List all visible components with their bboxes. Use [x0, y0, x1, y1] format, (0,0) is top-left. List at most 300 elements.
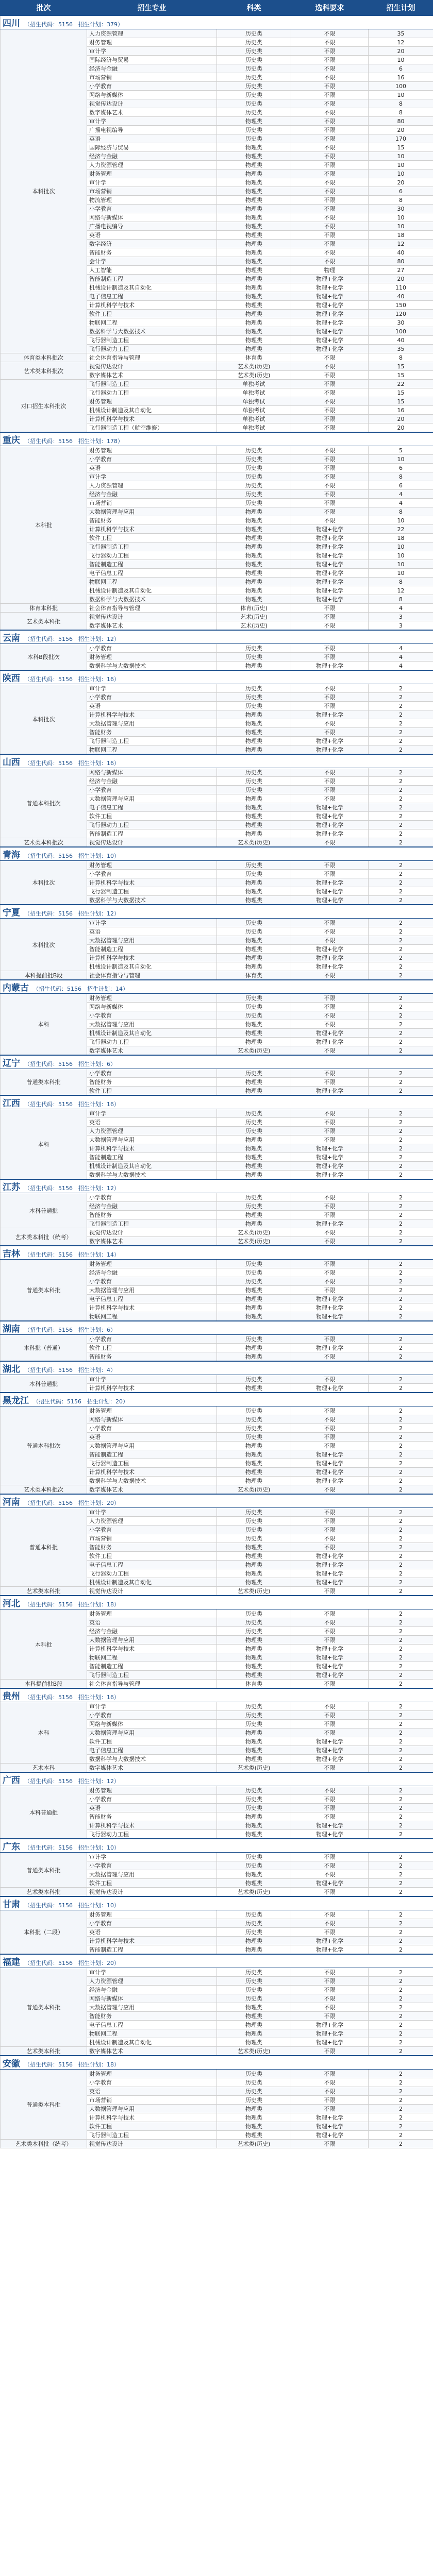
- province-cell: [1, 2056, 433, 2070]
- plan-count-cell: 80: [369, 257, 433, 266]
- major-cell: 小学教育: [87, 205, 217, 213]
- major-cell: 财务管理: [87, 1609, 217, 1618]
- plan-count-cell: 2: [369, 1517, 433, 1526]
- major-cell: 网络与新媒体: [87, 768, 217, 777]
- major-cell: 飞行器动力工程: [87, 1830, 217, 1839]
- subject-requirement-cell: 物理+化学: [291, 2113, 369, 2122]
- table-row: [1, 1508, 433, 1517]
- subject-requirement-cell: 不限: [291, 604, 369, 613]
- province-name: 广西: [3, 1775, 20, 1786]
- plan-count-cell: 2: [369, 2122, 433, 2131]
- province-name: 云南: [3, 633, 20, 643]
- major-cell: 机械设计制造及其自动化: [87, 283, 217, 292]
- subject-requirement-cell: 不限: [291, 1508, 369, 1517]
- subject-type-cell: 艺术类(历史): [217, 1764, 291, 1773]
- plan-count-cell: 2: [369, 1352, 433, 1362]
- subject-type-cell: 艺术类(历史): [217, 1485, 291, 1495]
- province-cell: [1, 1494, 433, 1508]
- province-info: （招生代码：5156 招生计划：10）: [24, 1844, 120, 1851]
- batch-cell: 艺术类本科批次: [1, 838, 87, 848]
- batch-cell: 本科提前批B段: [1, 1680, 87, 1689]
- subject-requirement-cell: 不限: [291, 1534, 369, 1543]
- subject-requirement-cell: 不限: [291, 1627, 369, 1636]
- subject-requirement-cell: 物理+化学: [291, 1162, 369, 1171]
- subject-type-cell: 历史类: [217, 99, 291, 108]
- province-cell: [1, 1839, 433, 1853]
- plan-count-cell: 2: [369, 1078, 433, 1087]
- batch-cell: 本科: [1, 994, 87, 1056]
- province-info: （招生代码：5156 招生计划：18）: [24, 2061, 120, 2068]
- subject-requirement-cell: 不限: [291, 1118, 369, 1127]
- major-cell: 视觉传达设计: [87, 1888, 217, 1897]
- major-cell: 审计学: [87, 684, 217, 693]
- major-cell: 软件工程: [87, 1552, 217, 1561]
- plan-count-cell: 8: [369, 507, 433, 516]
- subject-requirement-cell: 物理+化学: [291, 534, 369, 543]
- subject-requirement-cell: 不限: [291, 1888, 369, 1897]
- subject-type-cell: 物理类: [217, 1384, 291, 1393]
- subject-requirement-cell: 不限: [291, 380, 369, 388]
- subject-requirement-cell: 物理+化学: [291, 2122, 369, 2131]
- batch-cell: 本科批次: [1, 29, 87, 353]
- subject-requirement-cell: 物理+化学: [291, 1937, 369, 1945]
- major-cell: 数据科学与大数据技术: [87, 1477, 217, 1485]
- subject-type-cell: 历史类: [217, 29, 291, 38]
- table-header-row: [1, 1, 433, 16]
- plan-count-cell: 2: [369, 1171, 433, 1180]
- subject-requirement-cell: 不限: [291, 2087, 369, 2096]
- table-body: [1, 15, 433, 2148]
- subject-type-cell: 物理类: [217, 896, 291, 905]
- plan-count-cell: 2: [369, 962, 433, 971]
- province-row: [1, 670, 433, 684]
- subject-type-cell: 物理类: [217, 1029, 291, 1038]
- subject-type-cell: 物理类: [217, 2105, 291, 2113]
- major-cell: 大数据管理与应用: [87, 794, 217, 803]
- plan-count-cell: 10: [369, 91, 433, 99]
- plan-count-cell: 10: [369, 152, 433, 161]
- subject-type-cell: 物理类: [217, 728, 291, 737]
- major-cell: 智能财务: [87, 1211, 217, 1219]
- batch-cell: 普通类本科批: [1, 1260, 87, 1321]
- major-cell: 飞行器制造工程: [87, 2131, 217, 2140]
- major-cell: 视觉传达设计: [87, 613, 217, 621]
- plan-count-cell: 3: [369, 613, 433, 621]
- major-cell: 计算机科学与技术: [87, 301, 217, 310]
- plan-count-cell: 2: [369, 710, 433, 719]
- plan-count-cell: 110: [369, 283, 433, 292]
- province-cell: [1, 1246, 433, 1260]
- major-cell: 小学教育: [87, 82, 217, 91]
- province-info: （招生代码：5156 招生计划：20）: [24, 1960, 120, 1967]
- subject-type-cell: 物理类: [217, 1645, 291, 1653]
- subject-requirement-cell: 物理+化学: [291, 945, 369, 954]
- major-cell: 网络与新媒体: [87, 91, 217, 99]
- subject-requirement-cell: 不限: [291, 222, 369, 231]
- subject-requirement-cell: 物理+化学: [291, 954, 369, 962]
- plan-count-cell: 2: [369, 1109, 433, 1118]
- province-cell: [1, 1321, 433, 1335]
- subject-requirement-cell: 物理+化学: [291, 1821, 369, 1830]
- batch-cell: 艺术类本科批: [1, 1888, 87, 1897]
- plan-count-cell: 40: [369, 248, 433, 257]
- major-cell: 数字媒体艺术: [87, 621, 217, 631]
- major-cell: 审计学: [87, 1375, 217, 1384]
- subject-type-cell: 物理类: [217, 1295, 291, 1303]
- major-cell: 飞行器动力工程: [87, 345, 217, 353]
- subject-type-cell: 物理类: [217, 507, 291, 516]
- major-cell: 计算机科学与技术: [87, 1303, 217, 1312]
- plan-count-cell: 2: [369, 1211, 433, 1219]
- subject-type-cell: 历史类: [217, 994, 291, 1003]
- subject-requirement-cell: 物理+化学: [291, 1312, 369, 1321]
- subject-requirement-cell: 不限: [291, 516, 369, 525]
- subject-type-cell: 历史类: [217, 1977, 291, 1986]
- province-name: 河北: [3, 1599, 20, 1609]
- subject-requirement-cell: 物理+化学: [291, 595, 369, 604]
- subject-type-cell: 历史类: [217, 499, 291, 507]
- major-cell: 英语: [87, 231, 217, 240]
- plan-count-cell: 6: [369, 64, 433, 73]
- subject-type-cell: 物理类: [217, 578, 291, 586]
- plan-count-cell: 20: [369, 126, 433, 134]
- plan-count-cell: 4: [369, 644, 433, 653]
- major-cell: 英语: [87, 1618, 217, 1627]
- batch-cell: 艺术类本科批次: [1, 1485, 87, 1495]
- major-cell: 网络与新媒体: [87, 1415, 217, 1424]
- plan-count-cell: 2: [369, 794, 433, 803]
- plan-count-cell: 2: [369, 1219, 433, 1228]
- batch-cell: 普通类本科批: [1, 2070, 87, 2140]
- subject-requirement-cell: 不限: [291, 2012, 369, 2021]
- major-cell: 财务管理: [87, 653, 217, 662]
- plan-count-cell: 30: [369, 205, 433, 213]
- subject-requirement-cell: 物理+化学: [291, 310, 369, 318]
- major-cell: 计算机科学与技术: [87, 878, 217, 887]
- plan-count-cell: 2: [369, 838, 433, 848]
- plan-count-cell: 2: [369, 2096, 433, 2105]
- header-subject-type: 科类: [217, 1, 291, 16]
- subject-requirement-cell: 不限: [291, 1406, 369, 1415]
- plan-count-cell: 2: [369, 2078, 433, 2087]
- subject-type-cell: 物理类: [217, 2021, 291, 2029]
- table-row: [1, 1109, 433, 1118]
- subject-requirement-cell: 不限: [291, 1352, 369, 1362]
- major-cell: 飞行器制造工程: [87, 1459, 217, 1468]
- table-row: [1, 1786, 433, 1795]
- subject-requirement-cell: 物理+化学: [291, 1219, 369, 1228]
- province-cell: [1, 630, 433, 644]
- subject-type-cell: 历史类: [217, 1720, 291, 1728]
- plan-count-cell: 2: [369, 1508, 433, 1517]
- plan-count-cell: 2: [369, 1653, 433, 1662]
- subject-type-cell: 艺术类(历史): [217, 2140, 291, 2148]
- subject-type-cell: 物理类: [217, 1078, 291, 1087]
- major-cell: 机械设计制造及其自动化: [87, 586, 217, 595]
- subject-requirement-cell: 不限: [291, 1853, 369, 1861]
- subject-requirement-cell: 不限: [291, 936, 369, 945]
- subject-type-cell: 艺术类(历史): [217, 2047, 291, 2056]
- plan-count-cell: 2: [369, 2140, 433, 2148]
- plan-count-cell: 2: [369, 1870, 433, 1879]
- province-cell: [1, 1896, 433, 1910]
- major-cell: 电子信息工程: [87, 1746, 217, 1755]
- table-row: [1, 1069, 433, 1078]
- province-info: （招生代码：5156 招生计划：16）: [24, 676, 120, 683]
- plan-count-cell: 2: [369, 2003, 433, 2012]
- plan-count-cell: 2: [369, 1986, 433, 1994]
- plan-count-cell: 2: [369, 971, 433, 980]
- subject-requirement-cell: 不限: [291, 1804, 369, 1812]
- subject-type-cell: 物理类: [217, 1755, 291, 1764]
- major-cell: 经济与金融: [87, 64, 217, 73]
- province-row: [1, 432, 433, 446]
- subject-requirement-cell: 不限: [291, 1415, 369, 1424]
- subject-requirement-cell: 不限: [291, 1268, 369, 1277]
- major-cell: 社会体育指导与管理: [87, 353, 217, 362]
- plan-count-cell: 2: [369, 1020, 433, 1029]
- plan-count-cell: 2: [369, 2038, 433, 2047]
- major-cell: 智能财务: [87, 728, 217, 737]
- batch-cell: 艺术类本科批: [1, 613, 87, 631]
- subject-type-cell: 物理类: [217, 1728, 291, 1737]
- plan-count-cell: 10: [369, 516, 433, 525]
- plan-count-cell: 2: [369, 1384, 433, 1393]
- subject-requirement-cell: 不限: [291, 2003, 369, 2012]
- province-info: （招生代码：5156 招生计划：16）: [24, 1101, 120, 1108]
- subject-requirement-cell: 不限: [291, 1335, 369, 1344]
- province-info: （招生代码：5156 招生计划：379）: [24, 21, 123, 28]
- plan-count-cell: 2: [369, 1344, 433, 1352]
- plan-count-cell: 35: [369, 29, 433, 38]
- subject-requirement-cell: 不限: [291, 870, 369, 878]
- major-cell: 小学教育: [87, 455, 217, 464]
- subject-requirement-cell: 物理+化学: [291, 829, 369, 838]
- subject-type-cell: 物理类: [217, 152, 291, 161]
- major-cell: 计算机科学与技术: [87, 1937, 217, 1945]
- plan-count-cell: 40: [369, 336, 433, 345]
- subject-requirement-cell: 不限: [291, 768, 369, 777]
- province-row: [1, 1179, 433, 1193]
- subject-requirement-cell: 物理+化学: [291, 560, 369, 569]
- plan-count-cell: 6: [369, 187, 433, 196]
- major-cell: 智能制造工程: [87, 560, 217, 569]
- major-cell: 小学教育: [87, 1424, 217, 1433]
- major-cell: 小学教育: [87, 786, 217, 794]
- header-major: 招生专业: [87, 1, 217, 16]
- batch-cell: 本科批次: [1, 919, 87, 971]
- subject-requirement-cell: 不限: [291, 1702, 369, 1711]
- major-cell: 计算机科学与技术: [87, 1144, 217, 1153]
- subject-requirement-cell: 不限: [291, 1812, 369, 1821]
- major-cell: 人力资源管理: [87, 161, 217, 170]
- subject-type-cell: 艺术类(历史): [217, 1228, 291, 1237]
- subject-requirement-cell: 物理+化学: [291, 345, 369, 353]
- major-cell: 机械设计制造及其自动化: [87, 1578, 217, 1587]
- subject-type-cell: 单独考试: [217, 380, 291, 388]
- subject-type-cell: 历史类: [217, 2096, 291, 2105]
- major-cell: 飞行器制造工程: [87, 336, 217, 345]
- province-cell: [1, 1688, 433, 1702]
- subject-requirement-cell: 物理+化学: [291, 1561, 369, 1569]
- subject-type-cell: 物理类: [217, 1569, 291, 1578]
- subject-type-cell: 物理类: [217, 1737, 291, 1746]
- major-cell: 英语: [87, 1804, 217, 1812]
- province-info: （招生代码：5156 招生计划：16）: [24, 1694, 120, 1701]
- major-cell: 智能制造工程: [87, 275, 217, 283]
- subject-requirement-cell: 不限: [291, 1237, 369, 1246]
- plan-count-cell: 2: [369, 1038, 433, 1046]
- subject-type-cell: 物理类: [217, 213, 291, 222]
- major-cell: 市场营销: [87, 1534, 217, 1543]
- subject-requirement-cell: 物理+化学: [291, 1450, 369, 1459]
- major-cell: 计算机科学与技术: [87, 1384, 217, 1393]
- plan-count-cell: 2: [369, 1136, 433, 1144]
- major-cell: 计算机科学与技术: [87, 1821, 217, 1830]
- major-cell: 网络与新媒体: [87, 1994, 217, 2003]
- plan-count-cell: 2: [369, 1552, 433, 1561]
- subject-requirement-cell: 不限: [291, 1543, 369, 1552]
- plan-count-cell: 2: [369, 1295, 433, 1303]
- subject-type-cell: 物理类: [217, 1352, 291, 1362]
- plan-count-cell: 8: [369, 472, 433, 481]
- plan-count-cell: 2: [369, 719, 433, 728]
- plan-count-cell: 22: [369, 380, 433, 388]
- subject-requirement-cell: 物理+化学: [291, 551, 369, 560]
- subject-type-cell: 历史类: [217, 684, 291, 693]
- plan-count-cell: 10: [369, 560, 433, 569]
- province-row: [1, 630, 433, 644]
- subject-type-cell: 物理类: [217, 1543, 291, 1552]
- plan-count-cell: 16: [369, 73, 433, 82]
- table-row: [1, 2140, 433, 2148]
- major-cell: 经济与金融: [87, 777, 217, 786]
- table-row: [1, 446, 433, 455]
- major-cell: 大数据管理与应用: [87, 936, 217, 945]
- subject-requirement-cell: 不限: [291, 2096, 369, 2105]
- subject-type-cell: 物理类: [217, 516, 291, 525]
- plan-count-cell: 2: [369, 1945, 433, 1955]
- subject-type-cell: 历史类: [217, 1711, 291, 1720]
- subject-type-cell: 历史类: [217, 1627, 291, 1636]
- major-cell: 数字媒体艺术: [87, 1485, 217, 1495]
- plan-count-cell: 2: [369, 1711, 433, 1720]
- subject-type-cell: 历史类: [217, 1193, 291, 1202]
- subject-requirement-cell: 物理+化学: [291, 543, 369, 551]
- plan-count-cell: 18: [369, 534, 433, 543]
- subject-requirement-cell: 不限: [291, 371, 369, 380]
- plan-count-cell: 2: [369, 693, 433, 702]
- major-cell: 智能财务: [87, 1352, 217, 1362]
- major-cell: 财务管理: [87, 1786, 217, 1795]
- table-row: [1, 1406, 433, 1415]
- province-cell: [1, 1596, 433, 1609]
- subject-type-cell: 物理类: [217, 1286, 291, 1295]
- province-cell: [1, 15, 433, 29]
- province-name: 甘肃: [3, 1900, 20, 1910]
- plan-count-cell: 2: [369, 1977, 433, 1986]
- subject-type-cell: 历史类: [217, 64, 291, 73]
- header-subject-requirement: 选科要求: [291, 1, 369, 16]
- major-cell: 智能财务: [87, 516, 217, 525]
- subject-type-cell: 物理类: [217, 1578, 291, 1587]
- subject-type-cell: 历史类: [217, 927, 291, 936]
- subject-type-cell: 物理类: [217, 1020, 291, 1029]
- major-cell: 软件工程: [87, 1879, 217, 1888]
- major-cell: 审计学: [87, 919, 217, 927]
- subject-requirement-cell: 物理+化学: [291, 737, 369, 745]
- major-cell: 智能制造工程: [87, 1153, 217, 1162]
- province-name: 广东: [3, 1842, 20, 1852]
- subject-requirement-cell: 不限: [291, 490, 369, 499]
- subject-type-cell: 物理类: [217, 257, 291, 266]
- major-cell: 社会体育指导与管理: [87, 604, 217, 613]
- plan-count-cell: 2: [369, 737, 433, 745]
- province-cell: [1, 670, 433, 684]
- table-row: [1, 644, 433, 653]
- major-cell: 人力资源管理: [87, 1517, 217, 1526]
- subject-requirement-cell: 物理+化学: [291, 586, 369, 595]
- subject-type-cell: 历史类: [217, 768, 291, 777]
- major-cell: 财务管理: [87, 397, 217, 406]
- subject-requirement-cell: 物理+化学: [291, 283, 369, 292]
- plan-count-cell: 2: [369, 1587, 433, 1596]
- major-cell: 计算机科学与技术: [87, 1645, 217, 1653]
- province-cell: [1, 754, 433, 768]
- subject-type-cell: 物理类: [217, 745, 291, 755]
- plan-count-cell: 2: [369, 1162, 433, 1171]
- plan-count-cell: 12: [369, 240, 433, 248]
- subject-requirement-cell: 不限: [291, 1720, 369, 1728]
- subject-type-cell: 历史类: [217, 1433, 291, 1442]
- subject-requirement-cell: 不限: [291, 1193, 369, 1202]
- subject-requirement-cell: 不限: [291, 406, 369, 415]
- major-cell: 数据科学与大数据技术: [87, 595, 217, 604]
- plan-count-cell: 2: [369, 1193, 433, 1202]
- plan-count-cell: 2: [369, 1459, 433, 1468]
- subject-type-cell: 物理类: [217, 231, 291, 240]
- subject-type-cell: 历史类: [217, 1260, 291, 1268]
- plan-count-cell: 2: [369, 1795, 433, 1804]
- table-row: [1, 838, 433, 848]
- subject-type-cell: 物理类: [217, 1653, 291, 1662]
- subject-type-cell: 物理类: [217, 205, 291, 213]
- subject-type-cell: 物理类: [217, 1937, 291, 1945]
- plan-count-cell: 10: [369, 213, 433, 222]
- plan-count-cell: 2: [369, 1764, 433, 1773]
- subject-type-cell: 物理类: [217, 569, 291, 578]
- subject-type-cell: 历史类: [217, 38, 291, 47]
- table-row: [1, 380, 433, 388]
- province-cell: [1, 847, 433, 861]
- major-cell: 社会体育指导与管理: [87, 971, 217, 980]
- subject-type-cell: 历史类: [217, 1804, 291, 1812]
- batch-cell: 艺术类本科批: [1, 2047, 87, 2056]
- subject-requirement-cell: 物理+化学: [291, 1945, 369, 1955]
- major-cell: 物联网工程: [87, 578, 217, 586]
- subject-requirement-cell: 不限: [291, 919, 369, 927]
- plan-count-cell: 2: [369, 1746, 433, 1755]
- plan-count-cell: 4: [369, 604, 433, 613]
- header-batch: 批次: [1, 1, 87, 16]
- province-info: （招生代码：5156 招生计划：20）: [33, 1398, 128, 1405]
- major-cell: 英语: [87, 1433, 217, 1442]
- major-cell: 数字经济: [87, 240, 217, 248]
- plan-count-cell: 6: [369, 464, 433, 472]
- plan-count-cell: 2: [369, 1003, 433, 1011]
- plan-count-cell: 8: [369, 353, 433, 362]
- plan-count-cell: 2: [369, 994, 433, 1003]
